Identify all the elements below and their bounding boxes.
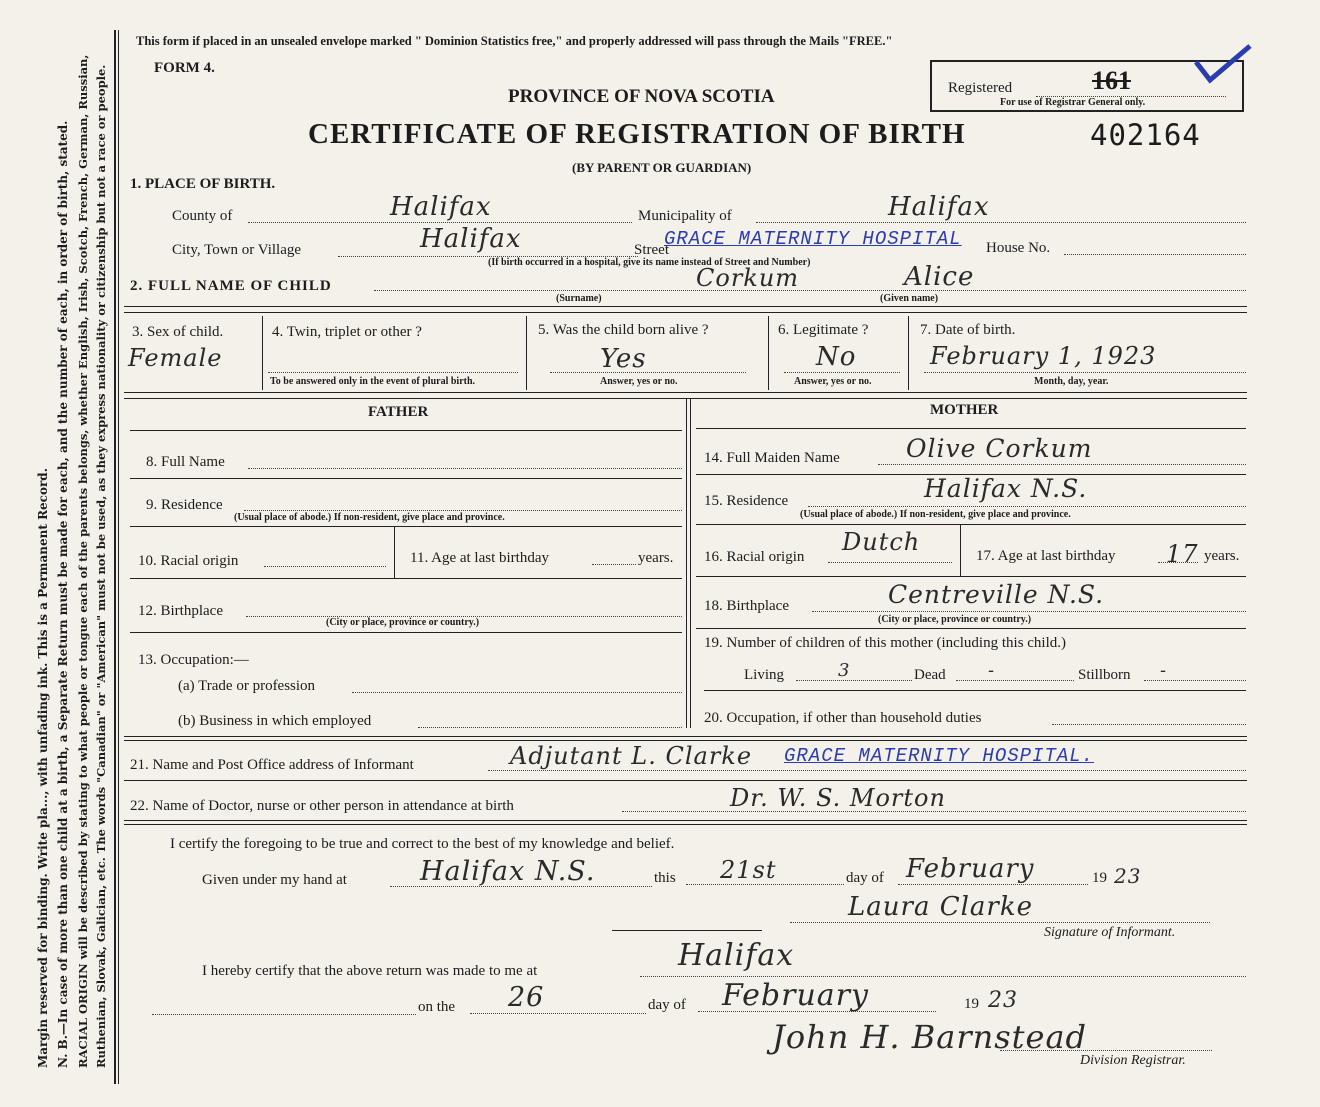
mother-children-label: 19. Number of children of this mother (including this child.) xyxy=(704,635,1067,651)
living-label: Living xyxy=(744,667,784,683)
twin-note: To be answered only in the event of plural birth. xyxy=(270,376,476,387)
child-name-label: 2. FULL NAME OF CHILD xyxy=(130,278,332,294)
city-value: Halifax xyxy=(420,224,522,254)
city-label: City, Town or Village xyxy=(172,242,302,258)
given-name-label: (Given name) xyxy=(880,293,939,304)
province-heading: PROVINCE OF NOVA SCOTIA xyxy=(508,86,775,107)
child-given-name: Alice xyxy=(904,262,975,292)
informant-signature: Laura Clarke xyxy=(848,892,1033,922)
street-label: Street xyxy=(634,242,669,258)
father-residence-note: (Usual place of abode.) If non-resident, give place and province. xyxy=(234,512,505,523)
legitimate-label: 6. Legitimate ? xyxy=(778,322,869,338)
certify-text: I certify the foregoing to be true and correct to the best of my knowledge and belief. xyxy=(170,836,675,852)
registrar-year-prefix: 19 xyxy=(964,996,979,1012)
certificate-number: 402164 xyxy=(1090,118,1201,152)
doctor-label: 22. Name of Doctor, nurse or other person in attendance at birth xyxy=(130,798,514,814)
this-label: this xyxy=(654,870,676,886)
stillborn-label: Stillborn xyxy=(1078,667,1131,683)
father-heading: FATHER xyxy=(368,404,429,420)
informant-name: Adjutant L. Clarke xyxy=(510,742,753,770)
dead-value: - xyxy=(988,660,996,681)
signature-of-informant-label: Signature of Informant. xyxy=(1044,925,1176,940)
mother-name-label: 14. Full Maiden Name xyxy=(704,450,840,466)
dob-note: Month, day, year. xyxy=(1034,376,1109,387)
dead-label: Dead xyxy=(914,667,946,683)
registered-label: Registered xyxy=(948,80,1013,96)
father-occupation-label: 13. Occupation:— xyxy=(138,652,249,668)
mother-years-label: years. xyxy=(1204,548,1240,564)
given-place: Halifax N.S. xyxy=(420,856,596,887)
father-race-label: 10. Racial origin xyxy=(138,553,239,569)
father-birthplace-note: (City or place, province or country.) xyxy=(326,617,480,628)
mail-note: This form if placed in an unsealed envelope marked " Dominion Statistics free," and properly addressed will pass through the Mails "FREE." xyxy=(136,34,893,48)
given-month: February xyxy=(906,854,1035,884)
informant-label: 21. Name and Post Office address of Informant xyxy=(130,757,414,773)
stillborn-value: - xyxy=(1160,660,1168,681)
alive-value: Yes xyxy=(600,344,647,374)
doctor-name: Dr. W. S. Morton xyxy=(730,784,946,812)
given-year-prefix: 19 xyxy=(1092,870,1107,886)
mother-residence-note: (Usual place of abode.) If non-resident, give place and province. xyxy=(800,509,1071,520)
father-birthplace-label: 12. Birthplace xyxy=(138,603,223,619)
alive-label: 5. Was the child born alive ? xyxy=(538,322,709,338)
subtitle: (BY PARENT OR GUARDIAN) xyxy=(572,160,752,175)
day-of-label: day of xyxy=(846,870,884,886)
hospital-stamp: GRACE MATERNITY HOSPITAL xyxy=(664,228,962,250)
registrar-year: 23 xyxy=(988,988,1018,1013)
registered-number: 161 xyxy=(1092,66,1131,95)
municipality-label: Municipality of xyxy=(638,208,732,224)
legitimate-value: No xyxy=(816,342,857,372)
mother-birthplace-value: Centreville N.S. xyxy=(888,580,1105,609)
informant-hospital-stamp: GRACE MATERNITY HOSPITAL. xyxy=(784,745,1095,767)
mother-residence-value: Halifax N.S. xyxy=(924,474,1088,503)
margin-rule-inner xyxy=(118,30,119,1084)
on-the-label: on the xyxy=(418,999,456,1015)
registrar-day: 26 xyxy=(508,982,545,1013)
division-registrar-label: Division Registrar. xyxy=(1080,1053,1186,1068)
legitimate-note: Answer, yes or no. xyxy=(794,376,872,387)
registrar-month: February xyxy=(722,978,869,1013)
given-under-label: Given under my hand at xyxy=(202,872,347,888)
father-name-label: 8. Full Name xyxy=(146,454,225,470)
father-years-label: years. xyxy=(638,550,674,566)
house-number-label: House No. xyxy=(986,240,1051,256)
form-number: FORM 4. xyxy=(154,60,215,76)
county-label: County of xyxy=(172,208,233,224)
registrar-place: Halifax xyxy=(678,938,795,973)
margin-note-racial-origin-cont: Ruthenian, Slovak, Galician, etc. The words "Canadian" or "American" must not be used, as they express nationality or citizenship but not a race or people. xyxy=(94,64,108,1068)
registrar-signature: John H. Barnstead xyxy=(772,1018,1088,1056)
mother-race-label: 16. Racial origin xyxy=(704,549,805,565)
mother-race-value: Dutch xyxy=(842,528,921,556)
mother-occupation-label: 20. Occupation, if other than household duties xyxy=(704,710,982,726)
mother-residence-label: 15. Residence xyxy=(704,493,789,509)
given-day: 21st xyxy=(720,856,777,884)
sex-value: Female xyxy=(128,344,223,372)
mother-name-value: Olive Corkum xyxy=(906,434,1093,463)
father-residence-label: 9. Residence xyxy=(146,497,223,513)
given-year: 23 xyxy=(1114,864,1142,888)
mother-age-value: 17 xyxy=(1166,540,1199,568)
check-mark-icon xyxy=(1192,40,1254,86)
sex-label: 3. Sex of child. xyxy=(132,324,224,340)
margin-note-racial-origin: RACIAL ORIGIN will be described by stating to what people or tongue each of the parents belongs, whether English, Irish, Scotch, French, German, Russian, xyxy=(76,54,90,1068)
twin-label: 4. Twin, triplet or other ? xyxy=(272,324,422,340)
father-trade-label: (a) Trade or profession xyxy=(178,678,316,694)
mother-heading: MOTHER xyxy=(930,402,999,418)
dob-value: February 1, 1923 xyxy=(930,342,1157,370)
registrar-certify-text: I hereby certify that the above return was made to me at xyxy=(202,963,538,979)
margin-rule xyxy=(114,30,116,1084)
father-age-label: 11. Age at last birthday xyxy=(410,550,549,566)
margin-note-binding: Margin reserved for binding. Write pla..., with unfading ink. This is a Permanent Record. xyxy=(36,468,50,1068)
child-surname: Corkum xyxy=(696,264,800,292)
margin-note-nb: N. B.—In case of more than one child at a birth, a Separate Return must be made for each, and the number of each, in order of birth, stated. xyxy=(56,120,70,1068)
hospital-note: (If birth occurred in a hospital, give its name instead of Street and Number) xyxy=(488,257,811,268)
living-value: 3 xyxy=(838,660,851,681)
mother-birthplace-note: (City or place, province or country.) xyxy=(878,614,1032,625)
alive-note: Answer, yes or no. xyxy=(600,376,678,387)
page-title: CERTIFICATE OF REGISTRATION OF BIRTH xyxy=(308,118,966,150)
father-business-label: (b) Business in which employed xyxy=(178,713,372,729)
mother-birthplace-label: 18. Birthplace xyxy=(704,598,789,614)
place-of-birth-heading: 1. PLACE OF BIRTH. xyxy=(130,176,276,192)
county-value: Halifax xyxy=(390,192,492,222)
dob-label: 7. Date of birth. xyxy=(920,322,1016,338)
registrar-day-of-label: day of xyxy=(648,997,686,1013)
registrar-note: For use of Registrar General only. xyxy=(1000,97,1146,108)
surname-label: (Surname) xyxy=(556,293,602,304)
municipality-value: Halifax xyxy=(888,192,990,222)
mother-age-label: 17. Age at last birthday xyxy=(976,548,1116,564)
